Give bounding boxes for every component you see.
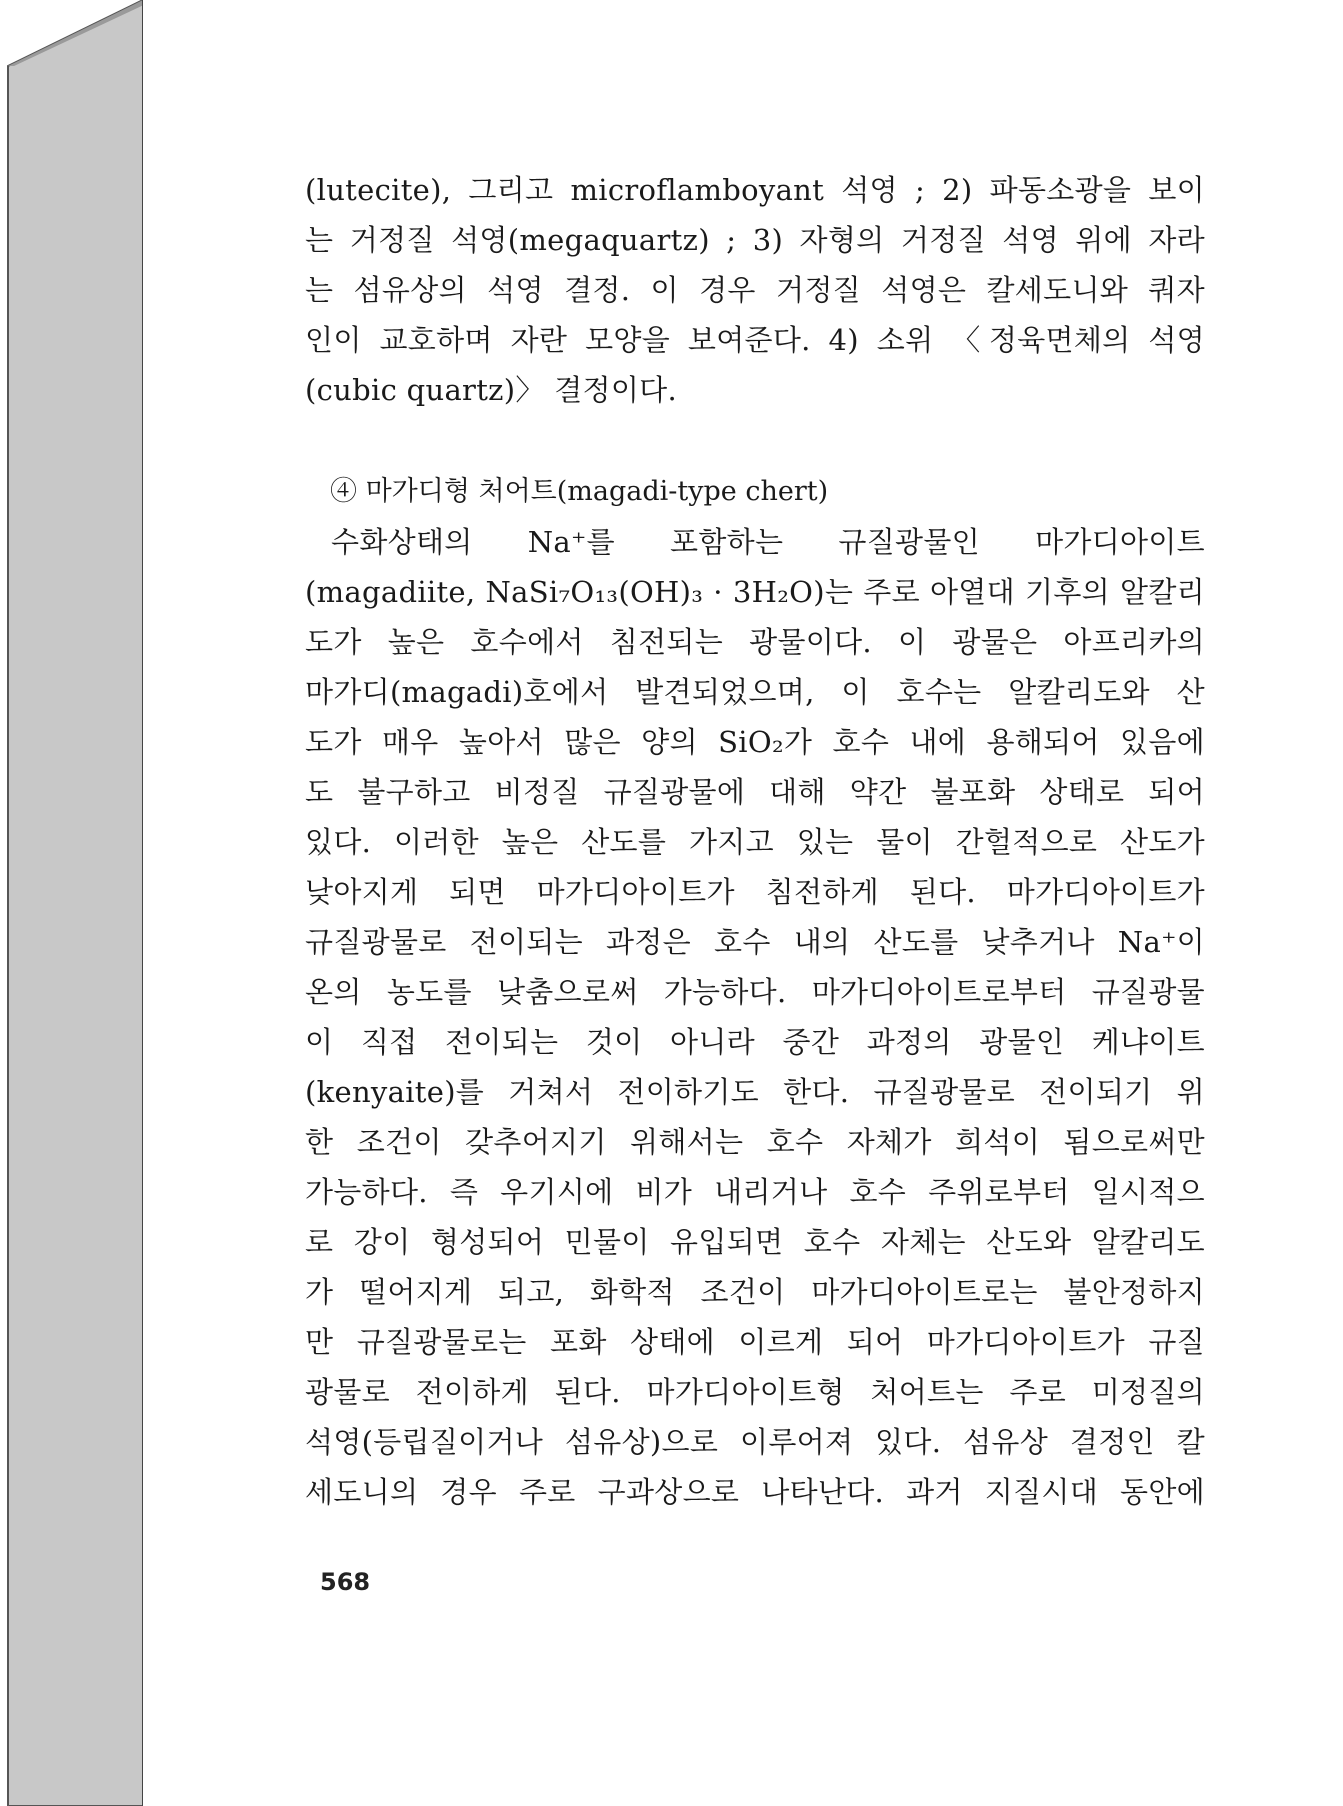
paragraph-1-line-2: 는 거정질 석영(megaquartz) ; 3) 자형의 거정질 석영 위에 자라 (305, 223, 1205, 257)
paragraph-2-line-11: 이 직접 전이되는 것이 아니라 중간 과정의 광물인 케냐이트 (305, 1025, 1205, 1059)
paragraph-2-line-13: 한 조건이 갖추어지기 위해서는 호수 자체가 희석이 됨으로써만 (305, 1125, 1205, 1159)
page-number: 568 (320, 1568, 371, 1596)
paragraph-2-line-9: 규질광물로 전이되는 과정은 호수 내의 산도를 낮추거나 Na⁺이 (305, 925, 1205, 959)
paragraph-2-line-7: 있다. 이러한 높은 산도를 가지고 있는 물이 간헐적으로 산도가 (305, 825, 1205, 859)
paragraph-2-line-1: 수화상태의 Na⁺를 포함하는 규질광물인 마가디아이트 (331, 525, 1205, 559)
paragraph-2-line-3: 도가 높은 호수에서 침전되는 광물이다. 이 광물은 아프리카의 (305, 625, 1205, 659)
paragraph-2-line-12: (kenyaite)를 거쳐서 전이하기도 한다. 규질광물로 전이되기 위 (305, 1075, 1205, 1109)
paragraph-2-line-20: 세도니의 경우 주로 구과상으로 나타난다. 과거 지질시대 동안에 (305, 1475, 1205, 1509)
paragraph-1-line-4: 인이 교호하며 자란 모양을 보여준다. 4) 소위 〈정육면체의 석영 (305, 323, 1205, 357)
paragraph-2-line-14: 가능하다. 즉 우기시에 비가 내리거나 호수 주위로부터 일시적으 (305, 1175, 1205, 1209)
paragraph-2-line-5: 도가 매우 높아서 많은 양의 SiO₂가 호수 내에 용해되어 있음에 (305, 725, 1205, 759)
paragraph-2-line-18: 광물로 전이하게 된다. 마가디아이트형 처어트는 주로 미정질의 (305, 1375, 1205, 1409)
paragraph-2-line-17: 만 규질광물로는 포화 상태에 이르게 되어 마가디아이트가 규질 (305, 1325, 1205, 1359)
paragraph-2-line-2: (magadiite, NaSi₇O₁₃(OH)₃ · 3H₂O)는 주로 아열대 기후의 알칼리 (305, 575, 1205, 609)
paragraph-1-line-5: (cubic quartz)〉 결정이다. (305, 373, 677, 407)
paragraph-1-line-1: (lutecite), 그리고 microflamboyant 석영 ; 2) 파동소광을 보이 (305, 173, 1205, 207)
paragraph-2-line-6: 도 불구하고 비정질 규질광물에 대해 약간 불포화 상태로 되어 (305, 775, 1205, 809)
paragraph-2-line-8: 낮아지게 되면 마가디아이트가 침전하게 된다. 마가디아이트가 (305, 875, 1205, 909)
paragraph-2-line-16: 가 떨어지게 되고, 화학적 조건이 마가디아이트로는 불안정하지 (305, 1275, 1205, 1309)
paragraph-2-line-19: 석영(등립질이거나 섬유상)으로 이루어져 있다. 섬유상 결정인 칼 (305, 1425, 1205, 1459)
section-heading: ④ 마가디형 처어트(magadi-type chert) (330, 476, 829, 507)
paragraph-1-line-3: 는 섬유상의 석영 결정. 이 경우 거정질 석영은 칼세도니와 쿼자 (305, 273, 1205, 307)
paragraph-2-line-15: 로 강이 형성되어 민물이 유입되면 호수 자체는 산도와 알칼리도 (305, 1225, 1205, 1259)
paragraph-2-line-10: 온의 농도를 낮춤으로써 가능하다. 마가디아이트로부터 규질광물 (305, 975, 1205, 1009)
paragraph-2-line-4: 마가디(magadi)호에서 발견되었으며, 이 호수는 알칼리도와 산 (305, 675, 1205, 709)
